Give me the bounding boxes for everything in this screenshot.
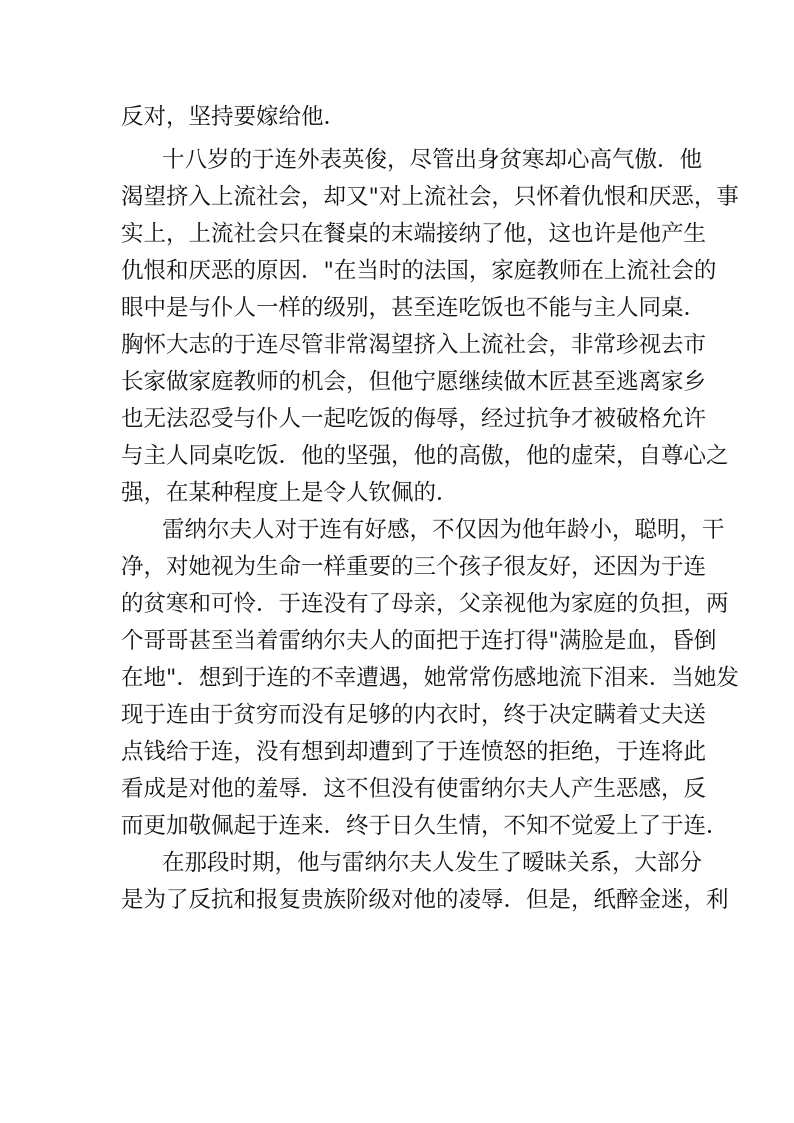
- text-line: 现于连由于贫穷而没有足够的内衣时，终于决定瞒着丈夫送: [121, 702, 707, 728]
- text-line: 也无法忍受与仆人一起吃饭的侮辱，经过抗争才被破格允许: [121, 406, 707, 432]
- text-line: 强，在某种程度上是令人钦佩的．: [121, 480, 459, 506]
- text-line: 与主人同桌吃饭．他的坚强，他的高傲，他的虚荣，自尊心之: [121, 443, 729, 469]
- text-line: 的贫寒和可怜．于连没有了母亲，父亲视他为家庭的负担，两: [121, 591, 729, 617]
- text-line: 仇恨和厌恶的原因．"在当时的法国，家庭教师在上流社会的: [121, 258, 717, 284]
- text-line: 实上，上流社会只在餐桌的末端接纳了他，这也许是他产生: [121, 221, 707, 247]
- text-line: 胸怀大志的于连尽管非常渴望挤入上流社会，非常珍视去市: [121, 332, 707, 358]
- text-line: 是为了反抗和报复贵族阶级对他的凌辱．但是，纸醉金迷，利: [121, 887, 729, 913]
- text-line: 净，对她视为生命一样重要的三个孩子很友好，还因为于连: [121, 554, 707, 580]
- text-line: 在地"．想到于连的不幸遭遇，她常常伤感地流下泪来．当她发: [121, 665, 739, 691]
- text-line: 雷纳尔夫人对于连有好感，不仅因为他年龄小，聪明，干: [162, 517, 725, 543]
- text-line: 反对，坚持要嫁给他．: [121, 104, 347, 130]
- text-line: 渴望挤入上流社会，却又"对上流社会，只怀着仇恨和厌恶，事: [121, 184, 739, 210]
- text-line: 看成是对他的羞辱．这不但没有使雷纳尔夫人产生恶感，反: [121, 776, 707, 802]
- text-line: 在那段时期，他与雷纳尔夫人发生了暧昧关系，大部分: [162, 850, 703, 876]
- text-line: 点钱给于连，没有想到却遭到了于连愤怒的拒绝，于连将此: [121, 739, 707, 765]
- text-line: 个哥哥甚至当着雷纳尔夫人的面把于连打得"满脸是血，昏倒: [121, 628, 717, 654]
- text-line: 十八岁的于连外表英俊，尽管出身贫寒却心高气傲．他: [162, 147, 703, 173]
- text-line: 而更加敬佩起于连来．终于日久生情，不知不觉爱上了于连．: [121, 813, 729, 839]
- text-line: 眼中是与仆人一样的级别，甚至连吃饭也不能与主人同桌．: [121, 295, 707, 321]
- text-line: 长家做家庭教师的机会，但他宁愿继续做木匠甚至逃离家乡: [121, 369, 707, 395]
